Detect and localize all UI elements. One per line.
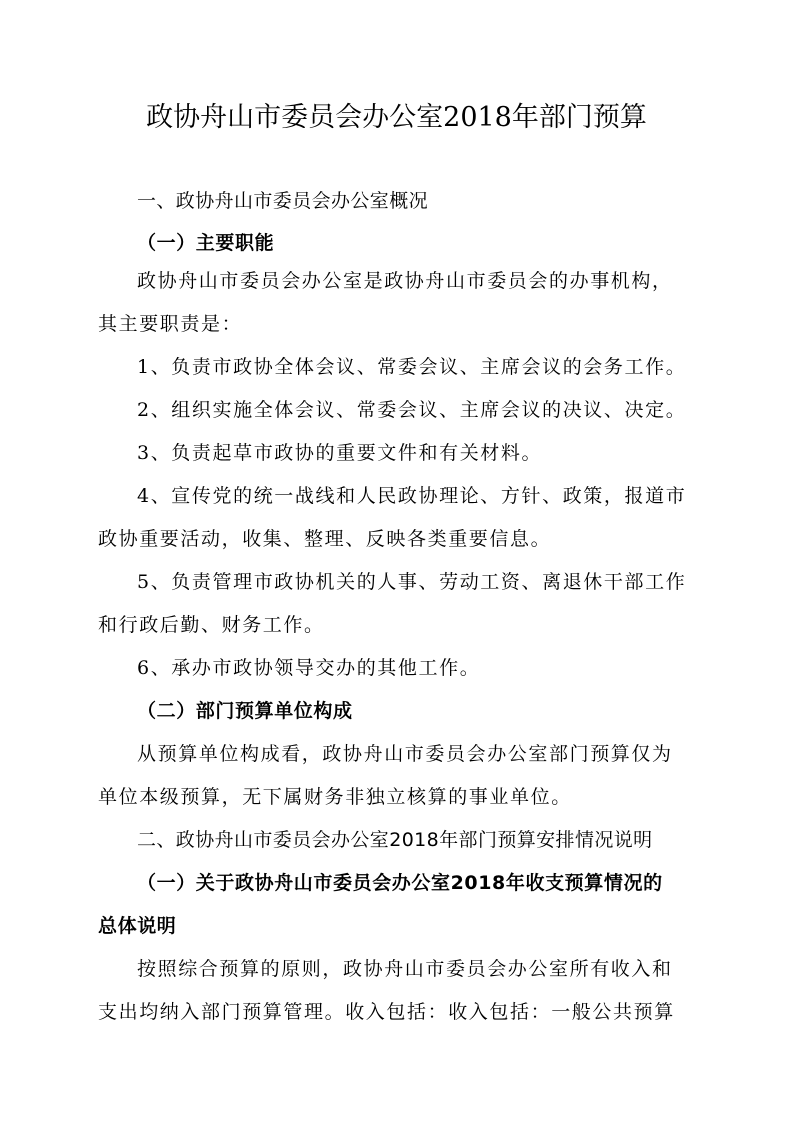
list-item-5: 5、负责管理市政协机关的人事、劳动工资、离退休干部工作 (137, 571, 687, 593)
paragraph-line: 其主要职责是： (98, 313, 243, 335)
paragraph-line: 支出均纳入部门预算管理。收入包括：收入包括：一般公共预算 (98, 1001, 675, 1023)
paragraph-line: 按照综合预算的原则，政协舟山市委员会办公室所有收入和 (137, 958, 673, 980)
paragraph-line: 政协舟山市委员会办公室是政协舟山市委员会的办事机构， (137, 270, 673, 292)
list-item-2: 2、组织实施全体会议、常委会议、主席会议的决议、决定。 (137, 399, 687, 421)
list-item-1: 1、负责市政协全体会议、常委会议、主席会议的会务工作。 (137, 356, 687, 378)
section-heading-budget: 二、政协舟山市委员会办公室2018年部门预算安排情况说明 (137, 829, 653, 851)
document-title: 政协舟山市委员会办公室2018年部门预算 (146, 102, 647, 133)
list-item-3: 3、负责起草市政协的重要文件和有关材料。 (137, 442, 543, 464)
subsection-heading-summary-continued: 总体说明 (98, 915, 177, 937)
list-item-6: 6、承办市政协领导交办的其他工作。 (137, 657, 481, 679)
list-item-4-continued: 政协重要活动，收集、整理、反映各类重要信息。 (98, 528, 552, 550)
list-item-5-continued: 和行政后勤、财务工作。 (98, 614, 325, 636)
paragraph-line: 从预算单位构成看，政协舟山市委员会办公室部门预算仅为 (137, 743, 673, 765)
paragraph-line: 单位本级预算，无下属财务非独立核算的事业单位。 (98, 786, 572, 808)
subsection-heading-functions: （一）主要职能 (137, 232, 275, 254)
section-heading-overview: 一、政协舟山市委员会办公室概况 (137, 190, 429, 212)
list-item-4: 4、宣传党的统一战线和人民政协理论、方针、政策，报道市 (137, 485, 687, 507)
subsection-heading-summary: （一）关于政协舟山市委员会办公室2018年收支预算情况的 (137, 872, 663, 894)
subsection-heading-units: （二）部门预算单位构成 (137, 700, 353, 722)
